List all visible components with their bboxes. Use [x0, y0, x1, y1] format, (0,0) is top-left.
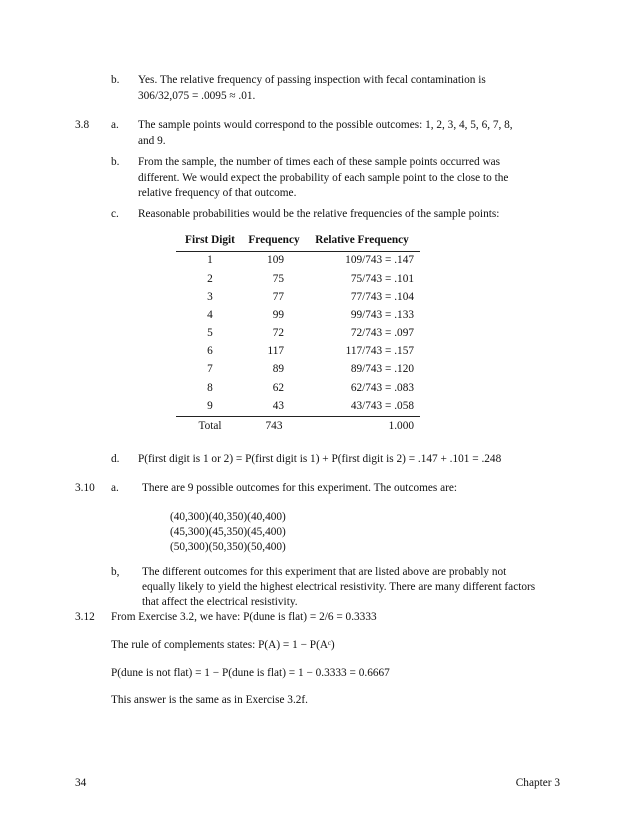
ex312-line-2: The rule of complements states: P(A) = 1 − P(Aᶜ)	[111, 639, 335, 651]
ex310-b-line-2: equally likely to yield the highest electrical resistivity. There are many different factors	[142, 581, 536, 593]
exercise-number-3-10: 3.10	[75, 482, 95, 494]
item-a-line-2: and 9.	[138, 135, 166, 147]
item-d-text: P(first digit is 1 or 2) = P(first digit is 1) + P(first digit is 2) = .147 + .101 = .248	[138, 453, 502, 465]
table-row	[176, 307, 420, 325]
item-b2-line-1: From the sample, the number of times each of these sample points occurred was	[138, 156, 501, 168]
item-b-letter: b.	[111, 74, 120, 86]
cell-relative: 75/743 = .101	[350, 272, 414, 285]
outcome-line-3: (50,300)(50,350)(50,400)	[170, 541, 286, 553]
cell-digit: 4	[207, 308, 213, 321]
item-a-letter: a.	[111, 119, 119, 131]
ex310-b-line-1: The different outcomes for this experiment that are listed above are probably not	[142, 566, 507, 578]
table-row	[176, 398, 420, 417]
exercise-number-3-12: 3.12	[75, 611, 95, 623]
cell-digit: 9	[207, 399, 213, 412]
cell-relative: 99/743 = .133	[350, 308, 414, 321]
cell-relative: 62/743 = .083	[350, 381, 414, 394]
cell-frequency: 89	[272, 363, 284, 376]
header-first-digit: First Digit	[176, 230, 244, 252]
item-c-letter: c.	[111, 208, 119, 220]
item-c-line-1: Reasonable probabilities would be the relative frequencies of the sample points:	[138, 208, 500, 220]
cell-frequency: 109	[267, 254, 284, 267]
cell-frequency: 43	[272, 399, 284, 412]
header-relative-frequency: Relative Frequency	[304, 230, 420, 252]
table-row	[176, 270, 420, 288]
ex312-line-3: P(dune is not flat) = 1 − P(dune is flat) = 1 − 0.3333 = 0.6667	[111, 667, 390, 679]
table-row	[176, 361, 420, 379]
cell-frequency: 72	[272, 327, 284, 340]
outcome-line-2: (45,300)(45,350)(45,400)	[170, 526, 286, 538]
item-b-line-2: 306/32,075 = .0095 ≈ .01.	[138, 90, 256, 102]
cell-relative: 109/743 = .147	[345, 254, 414, 267]
item-b-line-1: Yes. The relative frequency of passing inspection with fecal contamination is	[138, 74, 486, 86]
cell-relative: 72/743 = .097	[350, 327, 414, 340]
table-row	[176, 288, 420, 306]
item-b2-letter: b.	[111, 156, 120, 168]
cell-relative: 117/743 = .157	[345, 345, 414, 358]
cell-total-frequency: 743	[244, 416, 304, 437]
cell-digit: 3	[207, 290, 213, 303]
item-d-letter: d.	[111, 453, 120, 465]
outcome-line-1: (40,300)(40,350)(40,400)	[170, 511, 286, 523]
cell-frequency: 99	[272, 308, 284, 321]
cell-digit: 8	[207, 381, 213, 394]
page-number: 34	[75, 777, 87, 789]
cell-digit: 5	[207, 327, 213, 340]
table-row	[176, 252, 420, 271]
cell-relative: 89/743 = .120	[350, 363, 414, 376]
table-row	[176, 379, 420, 397]
item-b2-line-3: relative frequency of that outcome.	[138, 187, 297, 199]
ex310-b-letter: b,	[111, 566, 120, 578]
item-a-line-1: The sample points would correspond to the possible outcomes: 1, 2, 3, 4, 5, 6, 7, 8,	[138, 119, 513, 131]
cell-digit: 7	[207, 363, 213, 376]
cell-total-relative: 1.000	[304, 416, 420, 437]
table-total-row	[176, 416, 420, 437]
ex310-a-text: There are 9 possible outcomes for this experiment. The outcomes are:	[142, 482, 458, 494]
ex312-line-4: This answer is the same as in Exercise 3.2f.	[111, 694, 309, 706]
cell-total-label: Total	[176, 416, 244, 437]
ex312-line-1: From Exercise 3.2, we have: P(dune is flat) = 2/6 = 0.3333	[111, 611, 377, 623]
table-row	[176, 325, 420, 343]
cell-frequency: 75	[272, 272, 284, 285]
cell-relative: 77/743 = .104	[350, 290, 414, 303]
cell-digit: 2	[207, 272, 213, 285]
cell-frequency: 77	[272, 290, 284, 303]
cell-relative: 43/743 = .058	[350, 399, 414, 412]
item-b2-line-2: different. We would expect the probability of each sample point to the close to the	[138, 172, 509, 184]
cell-digit: 1	[207, 254, 213, 267]
header-frequency: Frequency	[244, 230, 304, 252]
table-row	[176, 343, 420, 361]
table-header-row	[176, 230, 420, 252]
exercise-number-3-8: 3.8	[75, 119, 90, 131]
ex310-b-line-3: that affect the electrical resistivity.	[142, 596, 298, 608]
ex310-a-letter: a.	[111, 482, 119, 494]
cell-digit: 6	[207, 345, 213, 358]
cell-frequency: 62	[272, 381, 284, 394]
cell-frequency: 117	[267, 345, 284, 358]
chapter-label: Chapter 3	[515, 777, 560, 789]
frequency-table	[176, 230, 420, 437]
